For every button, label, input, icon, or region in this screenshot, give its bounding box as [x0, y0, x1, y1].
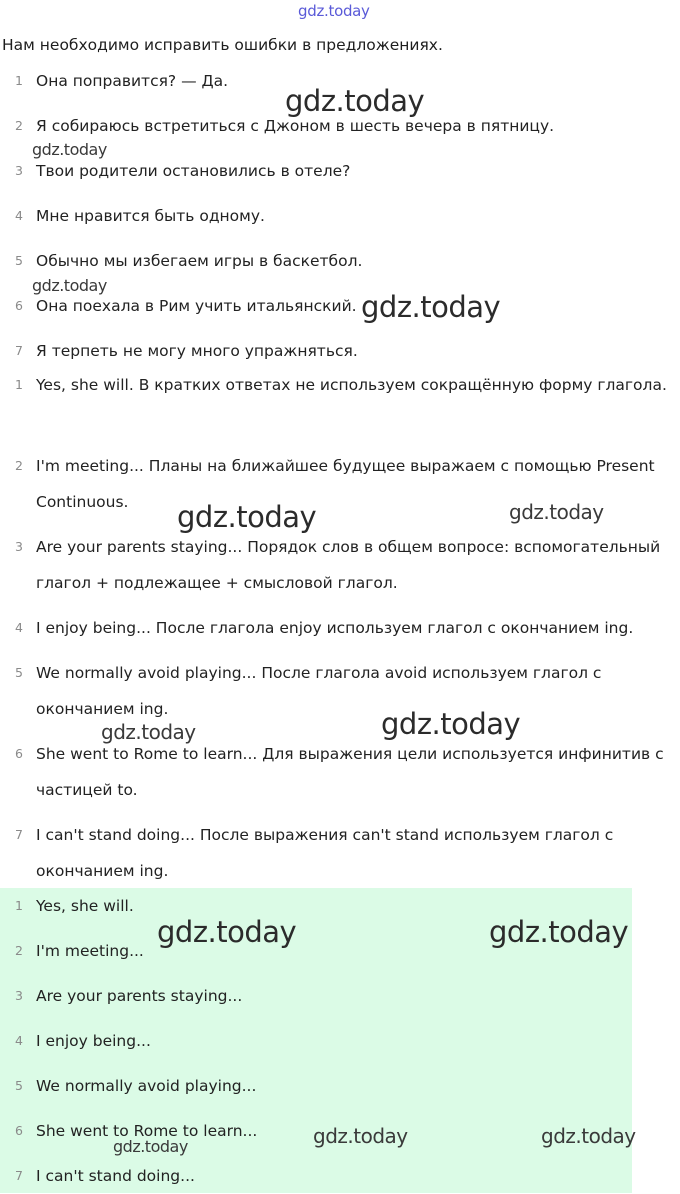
explanation-text: Are your parents staying... Порядок слов в общем вопросе: вспомогательный глагол + подлежащее + смысловой глагол.	[36, 538, 661, 592]
explanation-text: I enjoy being... После глагола enjoy используем глагол с окончанием ing.	[36, 619, 634, 637]
watermark-text: gdz.today	[509, 500, 604, 524]
explanation-text: She went to Rome to learn... Для выражения цели используется инфинитив с частицей to.	[36, 745, 664, 799]
item-number: 6	[15, 1123, 23, 1138]
item-number: 6	[15, 298, 23, 313]
item-number: 3	[15, 163, 23, 178]
item-number: 1	[15, 73, 23, 88]
item-number: 7	[15, 827, 23, 842]
item-number: 3	[15, 988, 23, 1003]
sentence-text: Я собираюсь встретиться с Джоном в шесть вечера в пятницу.	[36, 117, 555, 135]
explanation-text: I can't stand doing... После выражения can't stand используем глагол с окончанием ing.	[36, 826, 614, 880]
sentence-text: Твои родители остановились в отеле?	[36, 162, 351, 180]
sentence-text: Мне нравится быть одному.	[36, 207, 265, 225]
watermark-text: gdz.today	[113, 1137, 188, 1156]
answer-text: I can't stand doing...	[36, 1167, 195, 1185]
watermark-text: gdz.today	[489, 915, 629, 949]
sentence-text: Обычно мы избегаем игры в баскетбол.	[36, 252, 363, 270]
watermark-text: gdz.today	[32, 140, 107, 159]
answer-text: Are your parents staying...	[36, 987, 243, 1005]
explanation-text: Yes, she will. В кратких ответах не используем сокращённую форму глагола.	[36, 376, 667, 394]
item-number: 4	[15, 620, 23, 635]
item-number: 5	[15, 665, 23, 680]
sentence-text: Она поправится? — Да.	[36, 72, 229, 90]
item-number: 1	[15, 377, 23, 392]
watermark-text: gdz.today	[381, 707, 521, 741]
answer-text: I enjoy being...	[36, 1032, 151, 1050]
item-number: 2	[15, 943, 23, 958]
intro-text: Нам необходимо исправить ошибки в предложениях.	[2, 36, 443, 54]
item-number: 5	[15, 253, 23, 268]
item-number: 6	[15, 746, 23, 761]
watermark-text: gdz.today	[32, 276, 107, 295]
answer-text: Yes, she will.	[36, 897, 134, 915]
explanation-text: We normally avoid playing... После глагола avoid используем глагол с окончанием ing.	[36, 664, 602, 718]
watermark-text: gdz.today	[157, 915, 297, 949]
item-number: 5	[15, 1078, 23, 1093]
item-number: 2	[15, 118, 23, 133]
answer-text: We normally avoid playing...	[36, 1077, 257, 1095]
item-number: 2	[15, 458, 23, 473]
watermark-text: gdz.today	[361, 290, 501, 324]
item-number: 7	[15, 343, 23, 358]
answer-text: I'm meeting...	[36, 942, 144, 960]
watermark-text: gdz.today	[101, 720, 196, 744]
watermark-text: gdz.today	[541, 1124, 636, 1148]
watermark-text: gdz.today	[313, 1124, 408, 1148]
header-watermark: gdz.today	[298, 2, 370, 20]
watermark-text: gdz.today	[285, 84, 425, 118]
item-number: 4	[15, 208, 23, 223]
item-number: 7	[15, 1168, 23, 1183]
item-number: 4	[15, 1033, 23, 1048]
answer-text: She went to Rome to learn...	[36, 1122, 258, 1140]
item-number: 1	[15, 898, 23, 913]
sentence-text: Она поехала в Рим учить итальянский.	[36, 297, 357, 315]
explanation-text: I'm meeting... Планы на ближайшее будущее выражаем с помощью Present Continuous.	[36, 457, 655, 511]
item-number: 3	[15, 539, 23, 554]
watermark-text: gdz.today	[177, 500, 317, 534]
sentence-text: Я терпеть не могу много упражняться.	[36, 342, 358, 360]
